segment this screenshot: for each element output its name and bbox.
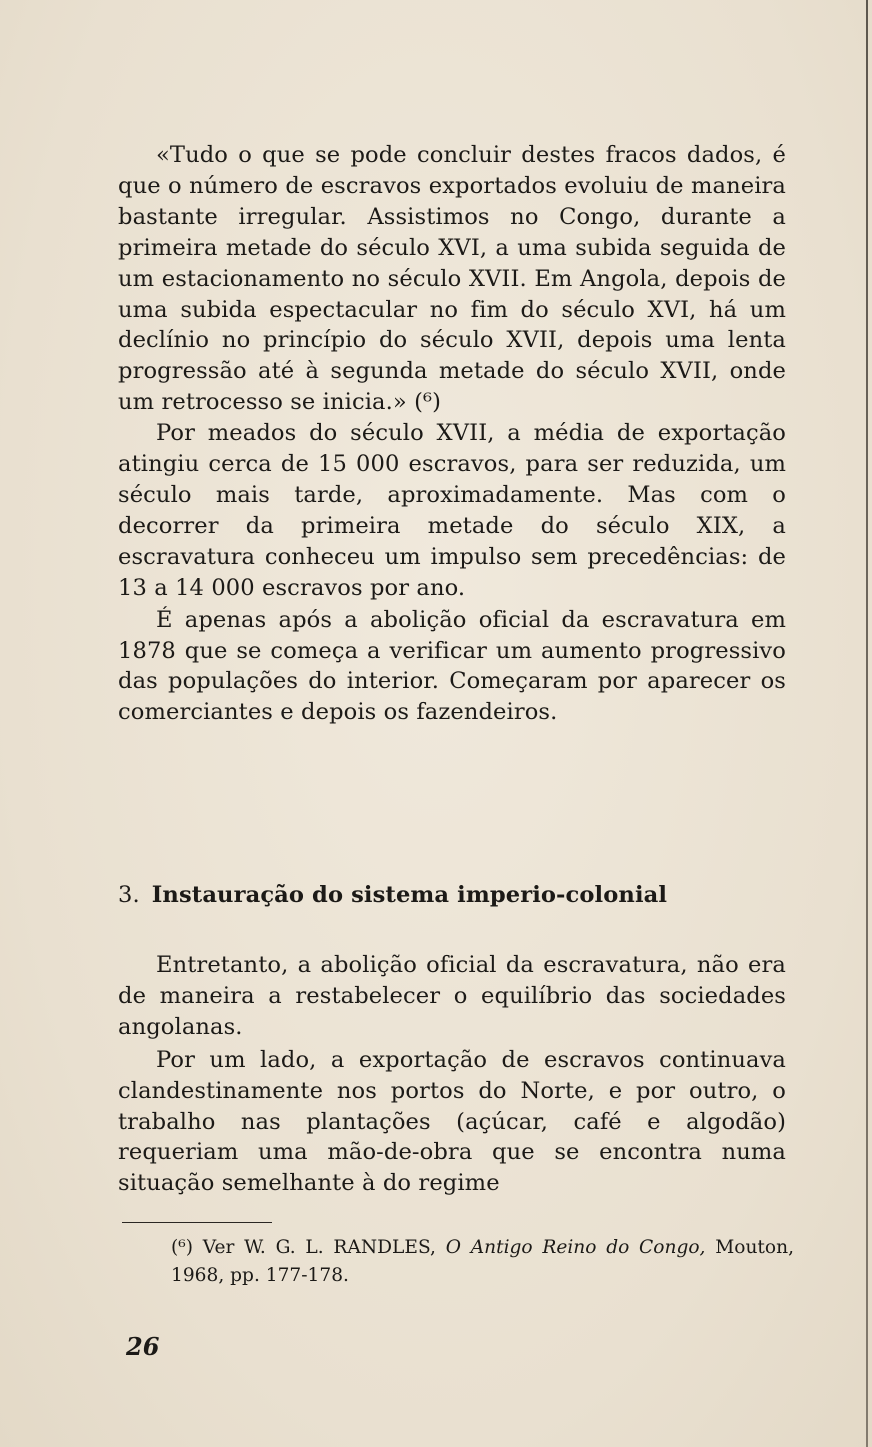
footnote-text-after: Mouton, 1968, pp. 177-178. — [171, 1237, 794, 1286]
paragraph-export: Por meados do século XVII, a média de exportação atingiu cerca de 15 000 escravos, para ser reduzida, um século mais tarde, aproximadamente. Mas com o decorrer da primeira metade do século XIX, a escravatura conheceu um impulso sem precedências: de 13 a 14 000 escravos por ano. — [118, 420, 786, 601]
paragraph-quote: «Tudo o que se pode concluir destes fracos dados, é que o número de escravos exportados evoluiu de maneira bastante irregular. Assistimos no Congo, durante a primeira metade do século XVI, a uma subida seguida de um estacionamento no século XVII. Em Angola, depois de uma subida espectacular no fim do século XVI, há um declínio no princípio do século XVII, depois uma lenta progressão até à segunda metade do século XVII, onde um retrocesso se inicia.» (⁶) — [118, 142, 786, 416]
page-number: 26 — [126, 1332, 160, 1361]
body-text — [118, 140, 786, 728]
footnote-text-before: Ver W. G. L. RANDLES, — [202, 1237, 436, 1258]
footnote-rule — [122, 1222, 272, 1223]
body-text-2 — [118, 950, 786, 1199]
footnote-marker: (⁶) — [171, 1237, 193, 1258]
section-number: 3. — [118, 882, 140, 908]
section-heading — [118, 882, 667, 908]
section-title: Instauração do sistema imperio-colonial — [151, 882, 668, 908]
paragraph-abolition: É apenas após a abolição oficial da escravatura em 1878 que se começa a verificar um aumento progressivo das populações do interior. Começaram por aparecer os comerciantes e depois os fazendeiros. — [118, 606, 786, 726]
page-edge — [866, 0, 868, 1447]
footnote — [126, 1234, 794, 1290]
footnote-title: O Antigo Reino do Congo, — [445, 1237, 706, 1258]
paragraph-on-one-hand: Por um lado, a exportação de escravos continuava clandestinamente nos portos do Norte, e por outro, o trabalho nas plantações (açúcar, café e algodão) requeriam uma mão-de-obra que se encontra numa situação semelhante à do regime — [118, 1046, 786, 1197]
paragraph-meanwhile: Entretanto, a abolição oficial da escravatura, não era de maneira a restabelecer o equilíbrio das sociedades angolanas. — [118, 952, 786, 1040]
